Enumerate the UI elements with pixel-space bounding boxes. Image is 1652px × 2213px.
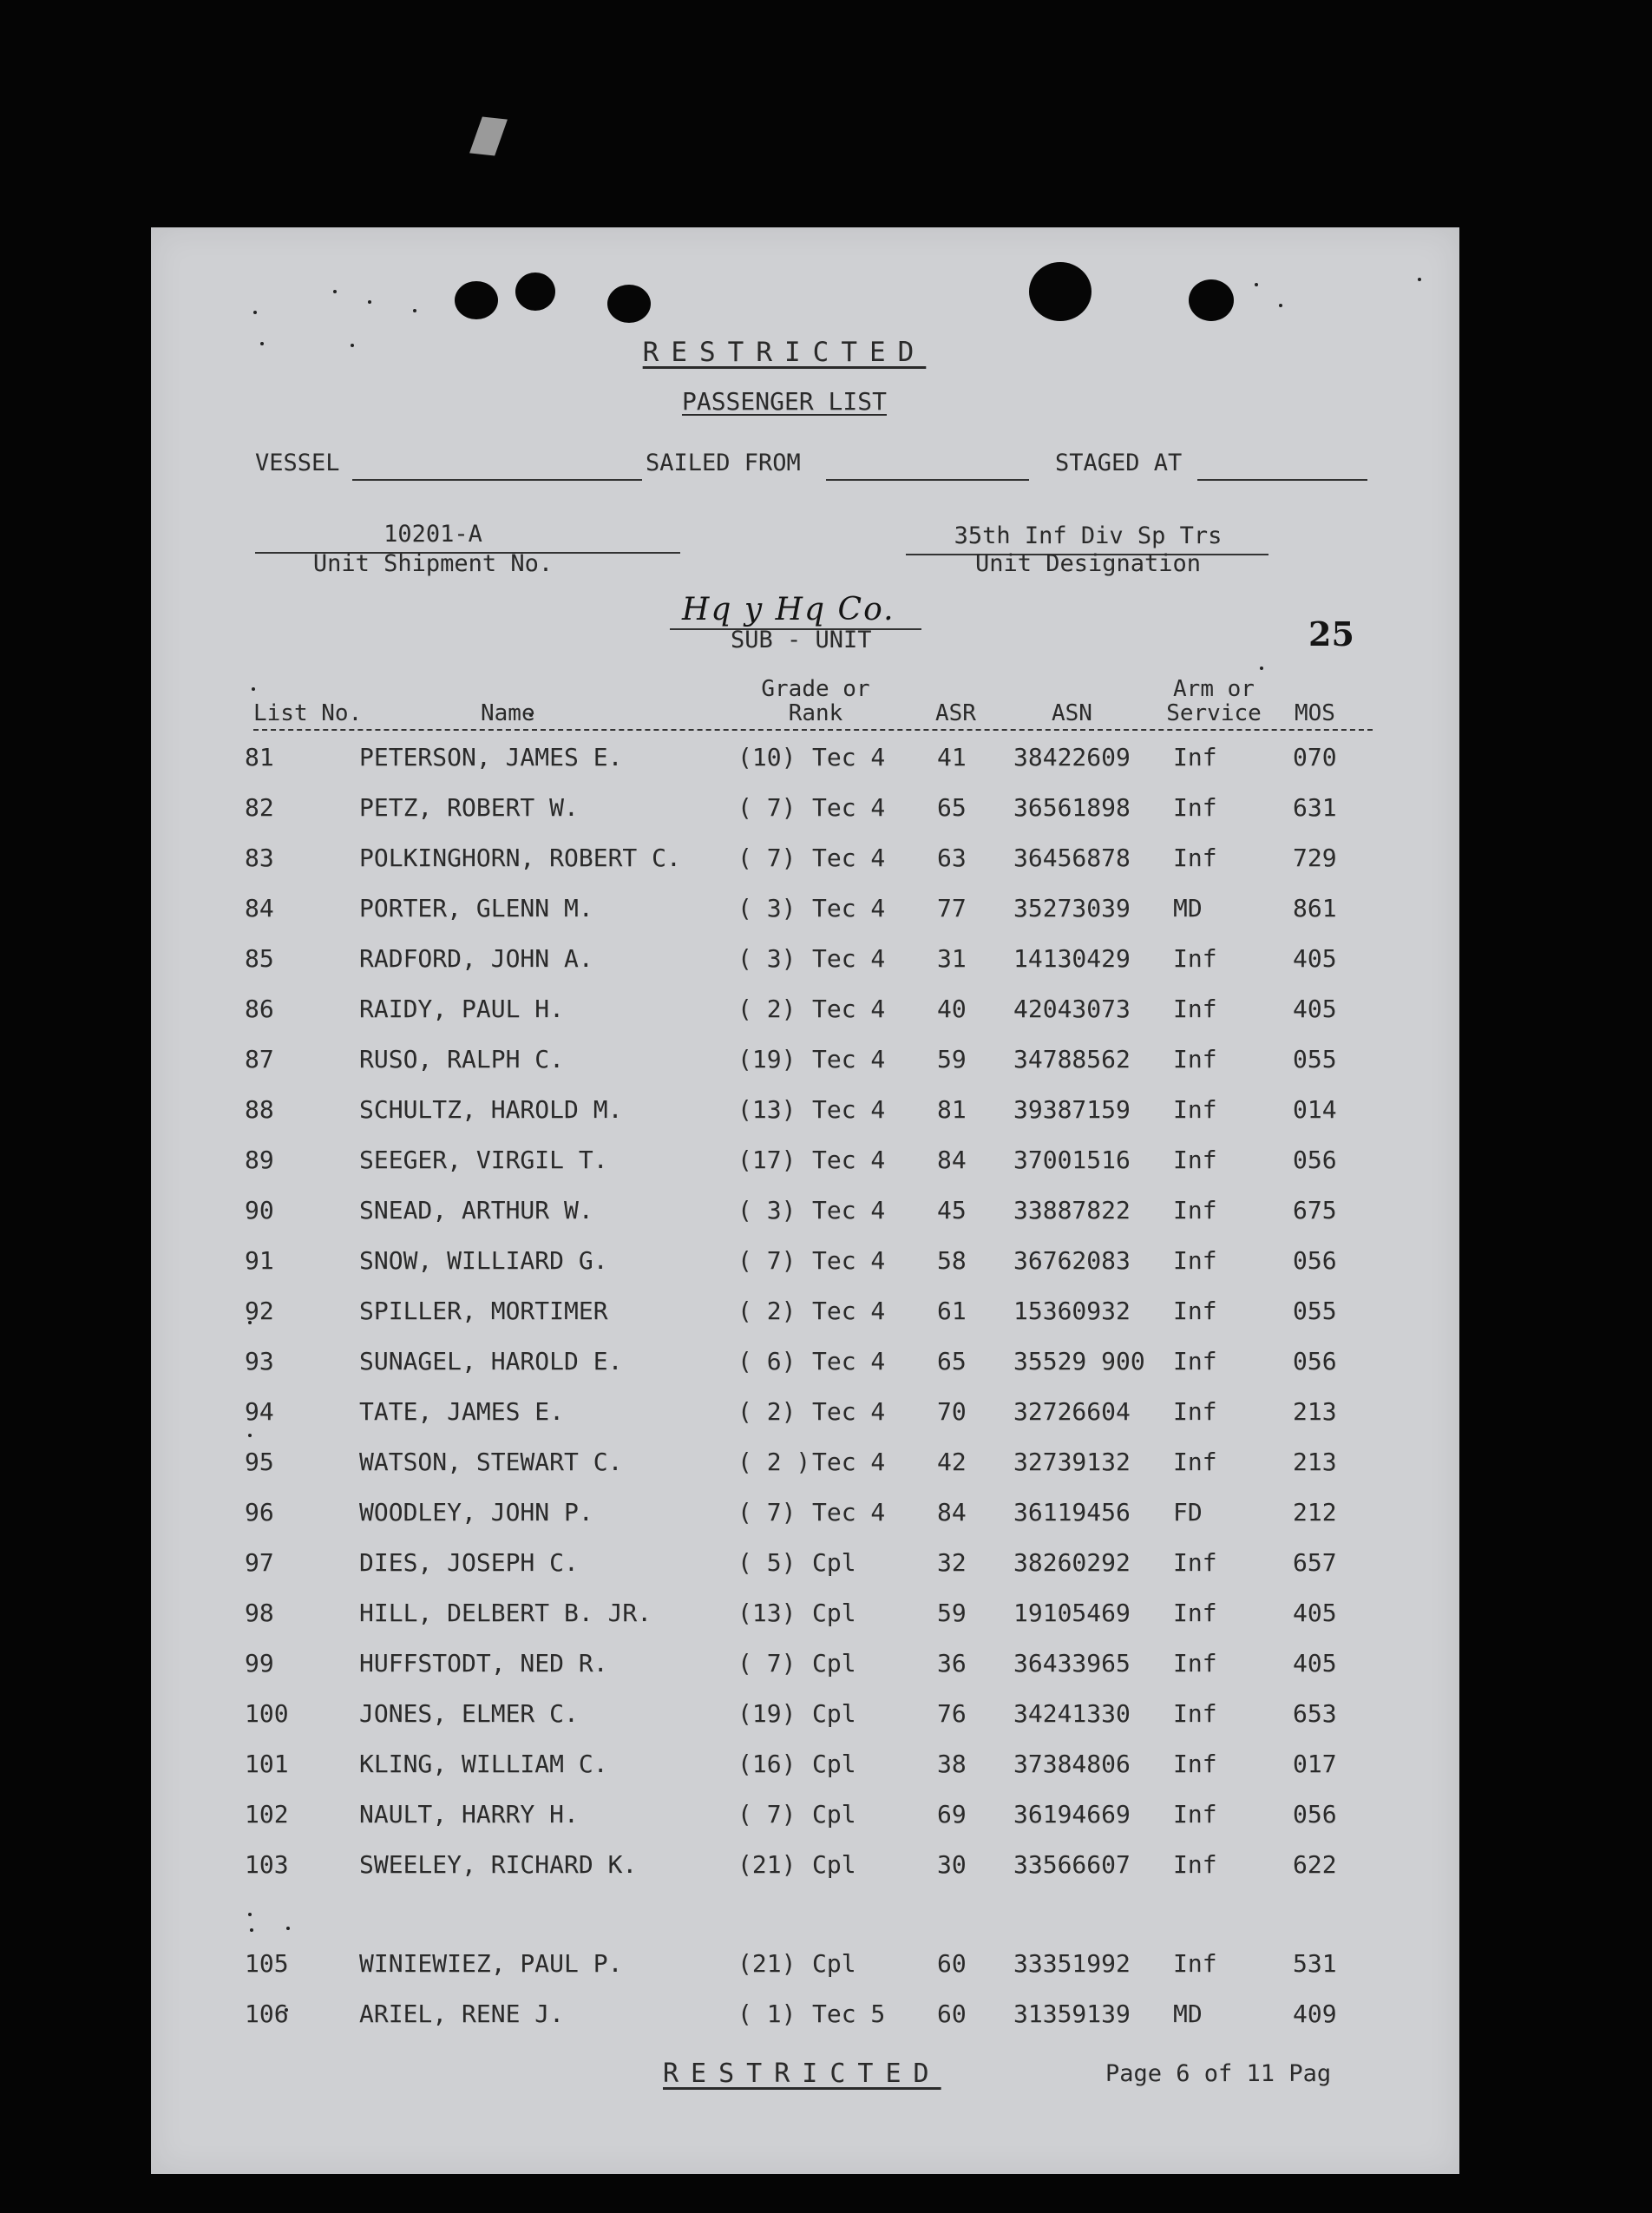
- cell-asn: 37001516: [1013, 1146, 1131, 1174]
- page-indicator: Page 6 of 11 Pag: [1105, 2060, 1332, 2087]
- cell-name: ARIEL, RENE J.: [359, 2000, 565, 2028]
- cell-grade: (19): [738, 1045, 796, 1074]
- cell-asn: 14130429: [1013, 944, 1131, 973]
- cell-rank: Tec 4: [812, 793, 886, 822]
- cell-grade: ( 2): [738, 995, 796, 1023]
- cell-mos: 405: [1293, 1649, 1337, 1678]
- cell-asn: 36762083: [1013, 1246, 1131, 1275]
- cell-list-no: 89: [245, 1146, 274, 1174]
- cell-asn: 36433965: [1013, 1649, 1131, 1678]
- cell-mos: 056: [1293, 1800, 1337, 1829]
- cell-grade: ( 3): [738, 1196, 796, 1225]
- cell-asr: 59: [937, 1045, 967, 1074]
- cell-grade: ( 1): [738, 2000, 796, 2028]
- col-arm: [1147, 677, 1281, 726]
- cell-asr: 31: [937, 944, 967, 973]
- cell-list-no: 106: [245, 2000, 289, 2028]
- cell-rank: Cpl: [812, 1850, 856, 1879]
- col-grade-line2: Rank: [788, 700, 843, 726]
- cell-mos: 014: [1293, 1095, 1337, 1124]
- cell-name: SPILLER, MORTIMER: [359, 1297, 608, 1325]
- cell-mos: 213: [1293, 1448, 1337, 1476]
- speck: [351, 344, 354, 347]
- cell-rank: Tec 4: [812, 1297, 886, 1325]
- cell-list-no: 98: [245, 1599, 274, 1627]
- cell-name: KLING, WILLIAM C.: [359, 1750, 608, 1778]
- cell-asn: 19105469: [1013, 1599, 1131, 1627]
- cell-name: TATE, JAMES E.: [359, 1397, 565, 1426]
- cell-arm: Inf: [1173, 1095, 1217, 1124]
- cell-rank: Tec 4: [812, 894, 886, 923]
- cell-name: SUNAGEL, HAROLD E.: [359, 1347, 623, 1376]
- cell-name: WATSON, STEWART C.: [359, 1448, 623, 1476]
- speck: [333, 290, 337, 293]
- cell-grade: ( 7): [738, 1246, 796, 1275]
- cell-name: JONES, ELMER C.: [359, 1699, 579, 1728]
- cell-name: WOODLEY, JOHN P.: [359, 1498, 593, 1527]
- cell-asr: 59: [937, 1599, 967, 1627]
- cell-list-no: 100: [245, 1699, 289, 1728]
- cell-list-no: 86: [245, 995, 274, 1023]
- cell-list-no: 88: [245, 1095, 274, 1124]
- cell-list-no: 83: [245, 844, 274, 872]
- table-row: [151, 995, 1459, 1045]
- speck: [1260, 667, 1263, 670]
- cell-name: SNEAD, ARTHUR W.: [359, 1196, 593, 1225]
- cell-rank: Cpl: [812, 1699, 856, 1728]
- cell-arm: Inf: [1173, 1949, 1217, 1978]
- col-grade: [738, 677, 894, 726]
- vessel-field: [352, 479, 642, 481]
- speck: [368, 300, 371, 304]
- cell-mos: 017: [1293, 1750, 1337, 1778]
- cell-arm: Inf: [1173, 1649, 1217, 1678]
- cell-asr: 61: [937, 1297, 967, 1325]
- cell-asn: 38422609: [1013, 743, 1131, 772]
- cell-name: SNOW, WILLIARD G.: [359, 1246, 608, 1275]
- cell-name: RADFORD, JOHN A.: [359, 944, 593, 973]
- cell-mos: 055: [1293, 1297, 1337, 1325]
- cell-mos: 622: [1293, 1850, 1337, 1879]
- cell-list-no: 105: [245, 1949, 289, 1978]
- cell-name: RUSO, RALPH C.: [359, 1045, 565, 1074]
- cell-asn: 33351992: [1013, 1949, 1131, 1978]
- cell-grade: ( 2): [738, 1397, 796, 1426]
- cell-mos: 056: [1293, 1146, 1337, 1174]
- staged-at-label: STAGED AT: [1055, 450, 1183, 476]
- speck: [250, 1928, 253, 1932]
- cell-asn: 15360932: [1013, 1297, 1131, 1325]
- cell-asn: 32726604: [1013, 1397, 1131, 1426]
- cell-asr: 63: [937, 844, 967, 872]
- cell-name: WINIEWIEZ, PAUL P.: [359, 1949, 623, 1978]
- table-row: [151, 1246, 1459, 1297]
- col-list-no: List No.: [253, 700, 363, 726]
- sailed-from-field: [826, 479, 1029, 481]
- punch-hole: [607, 285, 651, 323]
- cell-arm: Inf: [1173, 793, 1217, 822]
- table-row: [151, 1699, 1459, 1750]
- cell-mos: 213: [1293, 1397, 1337, 1426]
- sailed-from-label: SAILED FROM: [646, 450, 801, 476]
- speck: [253, 311, 257, 314]
- cell-list-no: 82: [245, 793, 274, 822]
- cell-mos: 405: [1293, 944, 1337, 973]
- cell-asr: 40: [937, 995, 967, 1023]
- cell-list-no: 102: [245, 1800, 289, 1829]
- cell-asn: 42043073: [1013, 995, 1131, 1023]
- cell-name: PETERSON, JAMES E.: [359, 743, 623, 772]
- cell-asr: 30: [937, 1850, 967, 1879]
- table-row: [151, 1297, 1459, 1347]
- cell-arm: Inf: [1173, 1196, 1217, 1225]
- cell-asn: 33887822: [1013, 1196, 1131, 1225]
- cell-mos: 653: [1293, 1699, 1337, 1728]
- cell-mos: 212: [1293, 1498, 1337, 1527]
- cell-asr: 60: [937, 2000, 967, 2028]
- cell-list-no: 87: [245, 1045, 274, 1074]
- cell-arm: MD: [1173, 894, 1203, 923]
- cell-arm: Inf: [1173, 1548, 1217, 1577]
- cell-name: SEEGER, VIRGIL T.: [359, 1146, 608, 1174]
- unit-shipment-number: 10201-A: [384, 521, 482, 548]
- cell-arm: Inf: [1173, 1297, 1217, 1325]
- cell-name: HILL, DELBERT B. JR.: [359, 1599, 652, 1627]
- cell-asr: 36: [937, 1649, 967, 1678]
- page-mark: 25: [1308, 614, 1354, 653]
- cell-rank: Tec 4: [812, 1146, 886, 1174]
- cell-grade: ( 3): [738, 944, 796, 973]
- cell-arm: Inf: [1173, 1750, 1217, 1778]
- cell-mos: 405: [1293, 1599, 1337, 1627]
- punch-hole: [515, 273, 555, 311]
- cell-asr: 69: [937, 1800, 967, 1829]
- unit-shipment-label: Unit Shipment No.: [312, 550, 554, 577]
- cell-grade: ( 7): [738, 844, 796, 872]
- cell-grade: ( 3): [738, 894, 796, 923]
- cell-asr: 84: [937, 1146, 967, 1174]
- cell-grade: ( 2 ): [738, 1448, 811, 1476]
- cell-asn: 39387159: [1013, 1095, 1131, 1124]
- cell-rank: Tec 4: [812, 1045, 886, 1074]
- cell-asn: 36561898: [1013, 793, 1131, 822]
- cell-asn: 35273039: [1013, 894, 1131, 923]
- row-gap-mark: [248, 1913, 252, 1916]
- cell-arm: Inf: [1173, 1045, 1217, 1074]
- col-mos: MOS: [1295, 700, 1335, 726]
- cell-rank: Tec 4: [812, 1196, 886, 1225]
- cell-asr: 70: [937, 1397, 967, 1426]
- cell-grade: (13): [738, 1095, 796, 1124]
- cell-mos: 409: [1293, 2000, 1337, 2028]
- cell-asr: 65: [937, 793, 967, 822]
- cell-list-no: 91: [245, 1246, 274, 1275]
- col-arm-line1: Arm or: [1173, 676, 1255, 702]
- row-gap-mark: [286, 1927, 290, 1930]
- cell-asr: 76: [937, 1699, 967, 1728]
- cell-rank: Cpl: [812, 1649, 856, 1678]
- cell-arm: Inf: [1173, 1800, 1217, 1829]
- cell-name: SCHULTZ, HAROLD M.: [359, 1095, 623, 1124]
- cell-grade: ( 7): [738, 1498, 796, 1527]
- cell-asn: 35529 900: [1013, 1347, 1145, 1376]
- cell-arm: FD: [1173, 1498, 1203, 1527]
- cell-asr: 41: [937, 743, 967, 772]
- cell-asn: 33566607: [1013, 1850, 1131, 1879]
- cell-grade: ( 6): [738, 1347, 796, 1376]
- speck: [413, 309, 416, 312]
- cell-rank: Cpl: [812, 1599, 856, 1627]
- cell-name: PETZ, ROBERT W.: [359, 793, 579, 822]
- cell-name: PORTER, GLENN M.: [359, 894, 593, 923]
- cell-arm: Inf: [1173, 1699, 1217, 1728]
- document-subtitle: PASSENGER LIST: [681, 387, 887, 416]
- cell-mos: 070: [1293, 743, 1337, 772]
- paper-scrap: [469, 117, 508, 156]
- cell-asn: 36194669: [1013, 1800, 1131, 1829]
- cell-list-no: 101: [245, 1750, 289, 1778]
- header-rule: [253, 729, 1373, 731]
- table-row: [151, 944, 1459, 995]
- cell-rank: Tec 4: [812, 1498, 886, 1527]
- cell-mos: 056: [1293, 1347, 1337, 1376]
- cell-grade: ( 7): [738, 793, 796, 822]
- cell-mos: 056: [1293, 1246, 1337, 1275]
- unit-designation-label: Unit Designation: [974, 550, 1202, 577]
- vessel-label: VESSEL: [255, 450, 340, 476]
- cell-rank: Tec 4: [812, 1397, 886, 1426]
- cell-asn: 36119456: [1013, 1498, 1131, 1527]
- cell-arm: Inf: [1173, 1397, 1217, 1426]
- sub-unit-label: SUB - UNIT: [731, 627, 872, 653]
- cell-asr: 38: [937, 1750, 967, 1778]
- cell-name: HUFFSTODT, NED R.: [359, 1649, 608, 1678]
- cell-list-no: 81: [245, 743, 274, 772]
- cell-list-no: 95: [245, 1448, 274, 1476]
- table-row: [151, 1800, 1459, 1850]
- cell-asr: 45: [937, 1196, 967, 1225]
- cell-grade: (16): [738, 1750, 796, 1778]
- cell-list-no: 96: [245, 1498, 274, 1527]
- cell-arm: Inf: [1173, 1246, 1217, 1275]
- table-row: [151, 1347, 1459, 1397]
- document-title: RESTRICTED: [642, 337, 927, 368]
- cell-asr: 84: [937, 1498, 967, 1527]
- cell-arm: Inf: [1173, 1347, 1217, 1376]
- cell-list-no: 93: [245, 1347, 274, 1376]
- cell-grade: (10): [738, 743, 796, 772]
- table-row: [151, 1850, 1459, 1901]
- cell-asr: 65: [937, 1347, 967, 1376]
- speck: [1418, 278, 1421, 281]
- cell-asn: 38260292: [1013, 1548, 1131, 1577]
- cell-grade: (21): [738, 1949, 796, 1978]
- table-row: [151, 1649, 1459, 1699]
- cell-arm: Inf: [1173, 844, 1217, 872]
- table-row: [151, 1095, 1459, 1146]
- cell-mos: 055: [1293, 1045, 1337, 1074]
- cell-grade: (13): [738, 1599, 796, 1627]
- col-grade-line1: Grade or: [761, 676, 870, 702]
- cell-list-no: 92: [245, 1297, 274, 1325]
- cell-grade: (21): [738, 1850, 796, 1879]
- cell-arm: Inf: [1173, 1146, 1217, 1174]
- cell-rank: Tec 4: [812, 1448, 886, 1476]
- cell-list-no: 94: [245, 1397, 274, 1426]
- cell-rank: Cpl: [812, 1800, 856, 1829]
- cell-list-no: 84: [245, 894, 274, 923]
- table-row: [151, 1498, 1459, 1548]
- table-row: [151, 2000, 1459, 2050]
- table-row: [151, 1146, 1459, 1196]
- col-arm-line2: Service: [1166, 700, 1262, 726]
- speck: [252, 687, 255, 691]
- cell-name: NAULT, HARRY H.: [359, 1800, 579, 1829]
- cell-grade: ( 7): [738, 1800, 796, 1829]
- punch-hole: [455, 281, 498, 319]
- cell-arm: Inf: [1173, 1599, 1217, 1627]
- cell-mos: 631: [1293, 793, 1337, 822]
- cell-asn: 31359139: [1013, 2000, 1131, 2028]
- cell-mos: 531: [1293, 1949, 1337, 1978]
- punch-hole: [1189, 279, 1234, 321]
- cell-grade: (19): [738, 1699, 796, 1728]
- cell-mos: 861: [1293, 894, 1337, 923]
- col-asn: ASN: [1052, 700, 1092, 726]
- cell-asr: 81: [937, 1095, 967, 1124]
- cell-arm: Inf: [1173, 743, 1217, 772]
- cell-list-no: 85: [245, 944, 274, 973]
- cell-name: POLKINGHORN, ROBERT C.: [359, 844, 681, 872]
- footer-restricted: RESTRICTED: [663, 2059, 941, 2089]
- cell-rank: Tec 4: [812, 844, 886, 872]
- unit-designation-value: 35th Inf Div Sp Trs: [954, 522, 1223, 549]
- cell-rank: Cpl: [812, 1548, 856, 1577]
- table-row: [151, 1045, 1459, 1095]
- cell-rank: Tec 4: [812, 995, 886, 1023]
- cell-rank: Tec 4: [812, 1095, 886, 1124]
- table-row: [151, 1548, 1459, 1599]
- speck: [260, 342, 264, 345]
- cell-asn: 36456878: [1013, 844, 1131, 872]
- cell-name: SWEELEY, RICHARD K.: [359, 1850, 638, 1879]
- table-row: [151, 844, 1459, 894]
- cell-grade: (17): [738, 1146, 796, 1174]
- cell-rank: Tec 4: [812, 944, 886, 973]
- cell-list-no: 103: [245, 1850, 289, 1879]
- cell-asr: 32: [937, 1548, 967, 1577]
- speck: [1255, 283, 1258, 286]
- table-row: [151, 1397, 1459, 1448]
- cell-asn: 34788562: [1013, 1045, 1131, 1074]
- cell-arm: Inf: [1173, 995, 1217, 1023]
- cell-rank: Cpl: [812, 1949, 856, 1978]
- passenger-list-page: [151, 227, 1459, 2174]
- sub-unit-handwritten: Hq y Hq Co.: [682, 592, 895, 627]
- cell-arm: Inf: [1173, 944, 1217, 973]
- cell-asr: 42: [937, 1448, 967, 1476]
- table-row: [151, 1448, 1459, 1498]
- cell-asn: 32739132: [1013, 1448, 1131, 1476]
- speck: [1279, 304, 1282, 307]
- punch-hole: [1029, 262, 1092, 321]
- table-row: [151, 1750, 1459, 1800]
- cell-mos: 657: [1293, 1548, 1337, 1577]
- cell-name: RAIDY, PAUL H.: [359, 995, 565, 1023]
- cell-asn: 34241330: [1013, 1699, 1131, 1728]
- cell-name: DIES, JOSEPH C.: [359, 1548, 579, 1577]
- table-row: [151, 894, 1459, 944]
- staged-at-field: [1197, 479, 1367, 481]
- cell-arm: MD: [1173, 2000, 1203, 2028]
- cell-list-no: 97: [245, 1548, 274, 1577]
- cell-rank: Tec 4: [812, 743, 886, 772]
- cell-list-no: 99: [245, 1649, 274, 1678]
- col-asr: ASR: [935, 700, 976, 726]
- cell-rank: Tec 4: [812, 1246, 886, 1275]
- cell-grade: ( 2): [738, 1297, 796, 1325]
- table-row: [151, 793, 1459, 844]
- cell-mos: 675: [1293, 1196, 1337, 1225]
- cell-arm: Inf: [1173, 1448, 1217, 1476]
- cell-grade: ( 7): [738, 1649, 796, 1678]
- cell-mos: 729: [1293, 844, 1337, 872]
- cell-grade: ( 5): [738, 1548, 796, 1577]
- cell-rank: Tec 5: [812, 2000, 886, 2028]
- cell-arm: Inf: [1173, 1850, 1217, 1879]
- table-row: [151, 1196, 1459, 1246]
- table-row: [151, 1949, 1459, 2000]
- cell-list-no: 90: [245, 1196, 274, 1225]
- table-row: [151, 743, 1459, 793]
- cell-asr: 58: [937, 1246, 967, 1275]
- cell-asr: 60: [937, 1949, 967, 1978]
- cell-rank: Cpl: [812, 1750, 856, 1778]
- cell-mos: 405: [1293, 995, 1337, 1023]
- cell-asn: 37384806: [1013, 1750, 1131, 1778]
- col-name: Name: [481, 700, 535, 726]
- table-row: [151, 1599, 1459, 1649]
- cell-rank: Tec 4: [812, 1347, 886, 1376]
- cell-asr: 77: [937, 894, 967, 923]
